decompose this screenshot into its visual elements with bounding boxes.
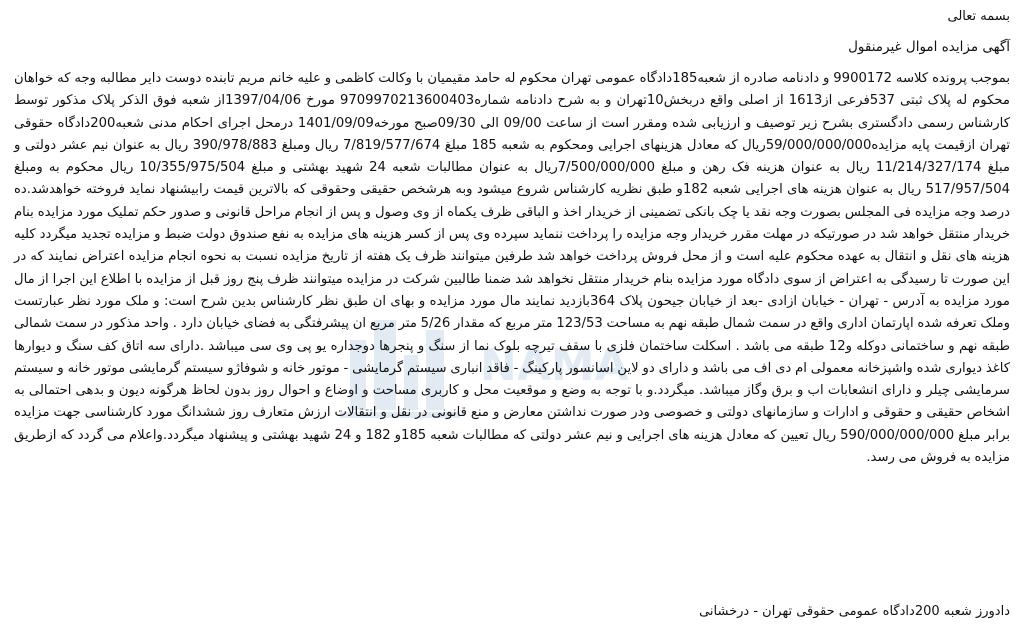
document-heading: بسمه تعالی xyxy=(947,9,1010,24)
notice-body: بموجب پرونده کلاسه 9900172 و دادنامه صادره از شعبه185دادگاه عمومی تهران محکوم له حامد مقیمیان با وکالت کاظمی و علیه خانم مریم تابنده دوست دایر مطالبه وجه که خواهان محکوم له پلاک ثبتی 537فرعی از1613 از اصلی واقع دربخش10تهران و به شرح دادنامه شماره9709970213600403 مورخ 1397/04/06از شعبه فوق الذکر پلاک مذکور توسط کارشناس رسمی دادگستری بشرح زیر توصیف و ارزیابی شده ومقرر است از ساعت 09/00 الی 09/30صبح مورخه1401/09/09 درمحل اجرای احکام مدنی شعبه200دادگاه حقوقی تهران ازقیمت پایه مزایده59/000/000/000ریال که معادل هزینهای اجرایی ومحکوم به شعبه 185 مبلغ 7/819/577/674 ریال ومبلغ 390/978/883 ریال به عنوان نیم عشر دولتی و مبلغ 11/214/327/174 ریال به عنوان هزینه فک رهن و مبلغ 7/500/000/000ریال به عنوان مطالبات شعبه 24 شهید بهشتی و مبلغ 10/355/975/504 ریال محکوم به ومبلغ 517/957/504 ریال به عنوان هزینه های اجرایی شعبه 182و طبق نظریه کارشناس شروع میشود وبه هرشخص حقیقی وحقوقی که بالاترین قیمت رابیشنهاد نماید فروخته خواهدشد.ده درصد وجه مزایده فی المجلس بصورت وجه نقد یا چک بانکی تضمینی از خریدار اخذ و الباقی ظرف یکماه از وی وصول و پس از انجام مراحل قانونی و صدور حکم تملیک مورد مزایده بنام خریدار منتقل خواهد شد در صورتیکه در مهلت مقرر خریدار وجه مزایده را پرداخت ننماید سپرده وی پس از کسر هزینه های مزایده به نفع صندوق دولت ضبط و مزایده تجدید میگردد کلیه هزینه های نقل و انتقال به عهده محکوم علیه است و از محل فروش پرداخت خواهد شد طرفین میتوانند ظرف یک هفته از تاریخ مزایده نسبت به نحوه انجام مزایده اعتراض نمایند که در این صورت تا رسیدگی به اعتراض از سوی دادگاه مورد مزایده بنام خریدار منتقل نخواهد شد ضمنا طالبین شرکت در مزایده میتوانند ظرف پنج روز قبل از مزایده با اطلاع این اجرا از مال مورد مزایده به آدرس - تهران - خیابان ازادی -بعد از خیابان جیحون پلاک 364بازدید نمایند مال مورد مزایده و بهای ان طبق نظر کارشناس بدین شرح است: و ملک مورد نظر عبارتست وملک تعرفه شده اپارتمان اداری واقع در سمت شمال طبقه نهم به مساحت 123/53 متر مربع که مقدار 5/26 متر مربع ان پیشرفتگی به فضای خیابان دارد . واحد مذکور در سمت شمالی طبقه نهم و ساختمانی دوکله و12 طبقه می باشد . اسکلت ساختمان فلزی با سقف تیرچه بلوک نما از سنگ و پنجرها دوجداره یو پی وی سی میباشد .دارای سه اتاق کف سنگ و دیوارها کاغذ دیواری شده واشپزخانه معمولی ام دی اف می باشد و دارای دو لاین اسانسور پارکینگ - فاقد انباری سیستم گرمایشی - موتور خانه و شوفاژو سیستم گرمایشی موتور خانه و سیستم سرمایشی چیلر و دارای انشعابات اب و برق وگاز میباشد. میگردد.و با توجه به وضع و موقعیت محل و کاربری مساحت و اوضاع و احوال روز بدون لحاظ هرگونه دیون و بدهی احتمالی به اشخاص حقیقی و حقوقی و ادارات و سازمانهای دولتی و خصوصی ودر صورت نداشتن معارض و منع قانونی در نقل و انتقالات ارزش متعارف روز ششدانگ مورد کارشناسی جهت مزایده برابر مبلغ 590/000/000/000 ریال تعیین که معادل هزینه های اجرایی و نیم عشر دولتی که مطالبات شعبه 185و 182 و 24 شهید بهشتی و پیشنهاد میگردد.واعلام می گردد که ازطریق مزایده به فروش می رسد. xyxy=(14,71,1011,466)
notice-title: آگهی مزایده اموال غیرمنقول xyxy=(848,39,1010,55)
svg-text:NAMA: NAMA xyxy=(480,340,629,391)
notice-footer: دادورز شعبه 200دادگاه عمومی حقوقی تهران - درخشانی xyxy=(699,604,1010,619)
